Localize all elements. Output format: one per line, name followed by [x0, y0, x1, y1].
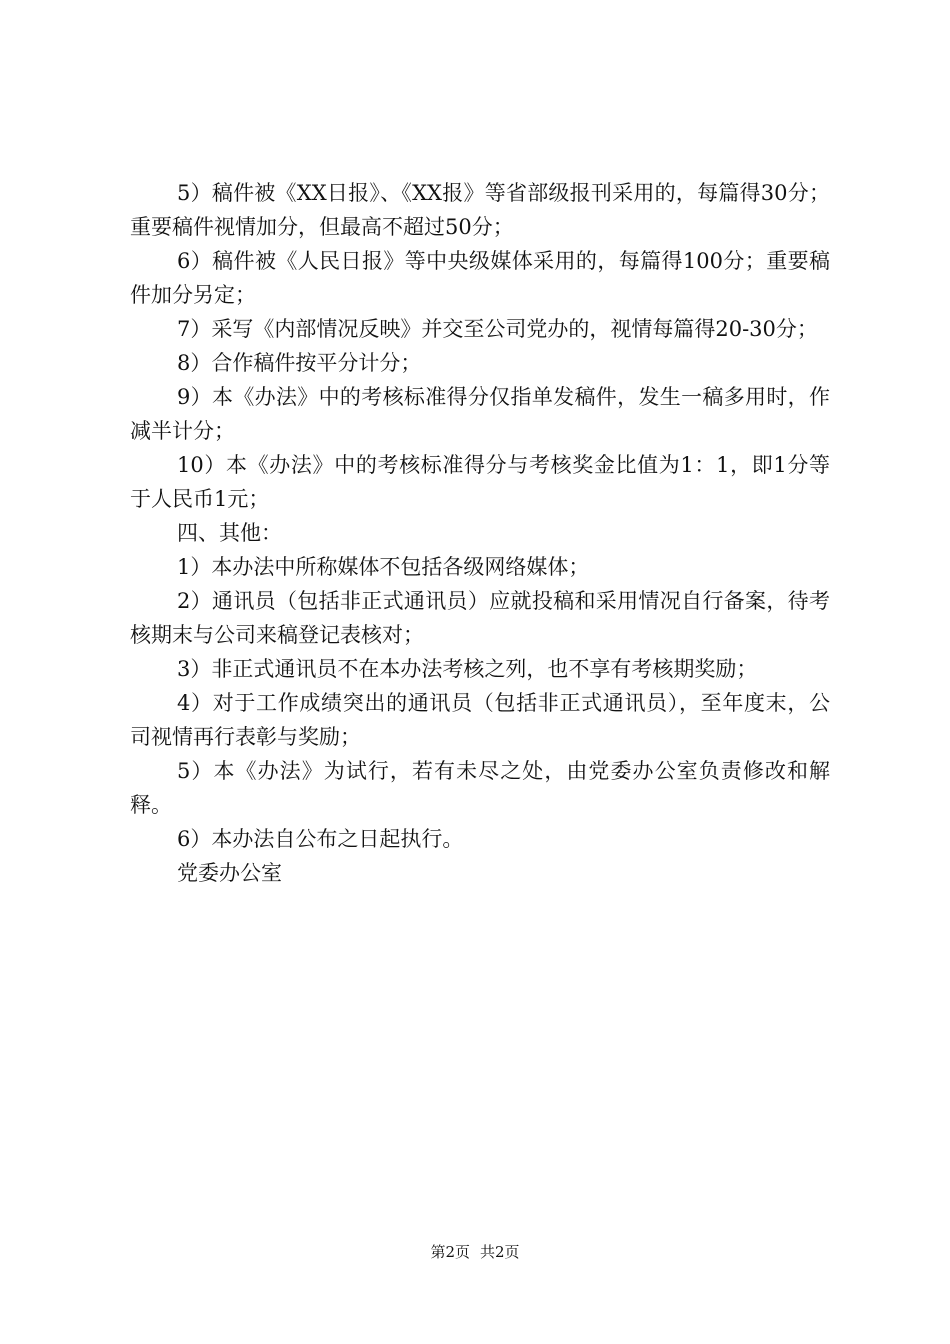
paragraph-item-5-provincial: 5）稿件被《XX日报》、《XX报》等省部级报刊采用的，每篇得30分；重要稿件视情加分，但最高不超过50分； — [130, 181, 830, 239]
paragraph-item-10-ratio: 10）本《办法》中的考核标准得分与考核奖金比值为1：1，即1分等于人民币1元； — [130, 453, 830, 511]
section-heading-other: 四、其他： — [177, 521, 282, 545]
paragraph-item-8-cooperation: 8）合作稿件按平分计分； — [177, 351, 422, 375]
paragraph-item-7-internal-report: 7）采写《内部情况反映》并交至公司党办的，视情每篇得20-30分； — [177, 317, 818, 341]
paragraph-other-3: 3）非正式通讯员不在本办法考核之列，也不享有考核期奖励； — [177, 657, 758, 681]
paragraph-other-4: 4）对于工作成绩突出的通讯员（包括非正式通讯员），至年度末，公司视情再行表彰与奖励； — [130, 691, 830, 749]
paragraph-item-9-single-article: 9）本《办法》中的考核标准得分仅指单发稿件，发生一稿多用时，作减半计分； — [130, 385, 830, 443]
signature-office: 党委办公室 — [177, 861, 282, 885]
paragraph-other-6: 6）本办法自公布之日起执行。 — [177, 827, 464, 851]
paragraph-item-6-central: 6）稿件被《人民日报》等中央级媒体采用的，每篇得100分；重要稿件加分另定； — [130, 249, 830, 307]
document-body — [130, 176, 830, 890]
paragraph-other-5: 5）本《办法》为试行，若有未尽之处，由党委办公室负责修改和解释。 — [130, 759, 830, 817]
paragraph-other-2: 2）通讯员（包括非正式通讯员）应就投稿和采用情况自行备案，待考核期末与公司来稿登记表核对； — [130, 589, 830, 647]
paragraph-other-1: 1）本办法中所称媒体不包括各级网络媒体； — [177, 555, 590, 579]
page-number: 第2页 — [430, 1243, 470, 1261]
page-total: 共2页 — [480, 1243, 520, 1261]
page-footer — [0, 1242, 950, 1262]
